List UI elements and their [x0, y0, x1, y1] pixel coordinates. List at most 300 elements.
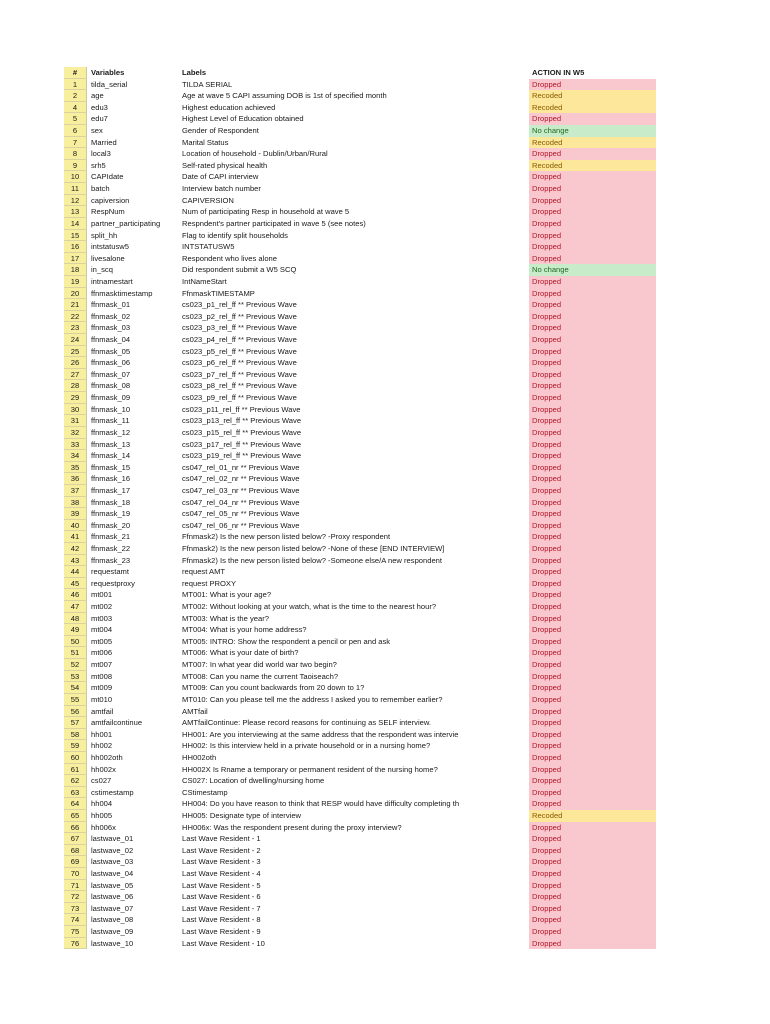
variable-label: Last Wave Resident - 5 [182, 880, 261, 890]
row-number: 75 [64, 926, 87, 938]
variable-name: hh002x [91, 764, 116, 774]
row-number: 34 [64, 450, 87, 462]
row-number: 56 [64, 706, 87, 718]
row-number: 6 [64, 125, 87, 137]
row-number: 70 [64, 868, 87, 880]
variable-name: hh002 [91, 741, 113, 751]
table-row [64, 798, 724, 810]
variable-label: MT002: Without looking at your watch, what is the time to the nearest hour? [182, 602, 437, 612]
variable-label: FfnmaskTIMESTAMP [182, 288, 255, 298]
action-status-badge: Dropped [529, 856, 656, 868]
table-row [64, 253, 724, 265]
variables-table [64, 67, 724, 949]
variable-label: cs023_p4_rel_ff ** Previous Wave [182, 335, 297, 345]
variable-label: Gender of Respondent [182, 126, 259, 136]
row-number: 32 [64, 427, 87, 439]
variable-label: CS027: Location of dwelling/nursing home [182, 776, 325, 786]
action-status-badge: Dropped [529, 589, 656, 601]
variable-label: MT008: Can you name the current Taoiseach? [182, 671, 339, 681]
variable-name: intstatusw5 [91, 242, 129, 252]
variable-label: Ffnmask2) Is the new person listed below? -Someone else/A new respondent [182, 555, 443, 565]
row-number: 33 [64, 439, 87, 451]
row-number: 11 [64, 183, 87, 195]
table-row [64, 497, 724, 509]
table-row [64, 543, 724, 555]
variable-label: cs047_rel_01_nr ** Previous Wave [182, 462, 300, 472]
variable-label: cs023_p5_rel_ff ** Previous Wave [182, 346, 297, 356]
row-number: 42 [64, 543, 87, 555]
variable-name: amtfailcontinue [91, 718, 143, 728]
row-number: 25 [64, 346, 87, 358]
action-status-badge: Dropped [529, 253, 656, 265]
action-status-badge: Dropped [529, 706, 656, 718]
variable-name: ffnmask_11 [91, 416, 130, 426]
action-status-badge: Dropped [529, 752, 656, 764]
table-row [64, 601, 724, 613]
variable-name: in_scq [91, 265, 113, 275]
variable-label: cs023_p15_rel_ff ** Previous Wave [182, 427, 302, 437]
action-status-badge: Dropped [529, 891, 656, 903]
action-status-badge: Dropped [529, 415, 656, 427]
action-status-badge: Dropped [529, 230, 656, 242]
variable-label: Date of CAPI interview [182, 172, 259, 182]
variable-label: Last Wave Resident - 7 [182, 903, 261, 913]
row-number: 35 [64, 462, 87, 474]
variable-label: MT001: What is your age? [182, 590, 272, 600]
action-status-badge: Dropped [529, 79, 656, 91]
action-status-badge: Dropped [529, 241, 656, 253]
table-row [64, 717, 724, 729]
action-status-badge: Dropped [529, 926, 656, 938]
row-number: 49 [64, 624, 87, 636]
row-number: 38 [64, 497, 87, 509]
table-row [64, 729, 724, 741]
variable-name: ffnmask_18 [91, 497, 131, 507]
table-row [64, 578, 724, 590]
action-status-badge: Dropped [529, 497, 656, 509]
action-status-badge: Dropped [529, 566, 656, 578]
row-number: 52 [64, 659, 87, 671]
variable-name: amtfail [91, 706, 114, 716]
variable-name: lastwave_05 [91, 880, 134, 890]
table-row [64, 462, 724, 474]
header-action: ACTION IN W5 [532, 68, 585, 77]
variable-name: requestproxy [91, 578, 135, 588]
row-number: 74 [64, 914, 87, 926]
table-row [64, 891, 724, 903]
action-status-badge: Dropped [529, 439, 656, 451]
table-row [64, 241, 724, 253]
variable-name: mt008 [91, 671, 113, 681]
table-row [64, 79, 724, 91]
variable-label: Highest Level of Education obtained [182, 114, 304, 124]
variable-name: tilda_serial [91, 79, 128, 89]
row-number: 71 [64, 880, 87, 892]
variable-name: ffnmask_20 [91, 520, 131, 530]
variable-label: request AMT [182, 567, 226, 577]
variable-label: INTSTATUSW5 [182, 242, 235, 252]
variable-label: HH004: Do you have reason to think that RESP would have difficulty completing th [182, 799, 460, 809]
row-number: 28 [64, 380, 87, 392]
variable-label: cs023_p6_rel_ff ** Previous Wave [182, 358, 297, 368]
variable-name: CAPIdate [91, 172, 124, 182]
variable-label: Respondent who lives alone [182, 253, 277, 263]
variable-name: mt003 [91, 613, 113, 623]
variable-label: cs023_p2_rel_ff ** Previous Wave [182, 311, 297, 321]
action-status-badge: Dropped [529, 520, 656, 532]
row-number: 16 [64, 241, 87, 253]
row-number: 48 [64, 613, 87, 625]
row-number: 57 [64, 717, 87, 729]
variable-label: CAPIVERSION [182, 195, 234, 205]
row-number: 24 [64, 334, 87, 346]
variable-name: lastwave_04 [91, 869, 134, 879]
row-number: 18 [64, 264, 87, 276]
row-number: 10 [64, 171, 87, 183]
action-status-badge: Dropped [529, 903, 656, 915]
variable-label: cs023_p9_rel_ff ** Previous Wave [182, 393, 297, 403]
action-status-badge: Dropped [529, 113, 656, 125]
variable-label: AMTfail [182, 706, 208, 716]
action-status-badge: Dropped [529, 636, 656, 648]
variable-name: Married [91, 137, 117, 147]
variable-label: TILDA SERIAL [182, 79, 233, 89]
variable-label: cs047_rel_05_nr ** Previous Wave [182, 509, 300, 519]
action-status-badge: Dropped [529, 798, 656, 810]
variable-name: local3 [91, 149, 111, 159]
variable-label: Last Wave Resident - 4 [182, 869, 261, 879]
variable-label: Ffnmask2) Is the new person listed below? -None of these [END INTERVIEW] [182, 543, 445, 553]
action-status-badge: Dropped [529, 508, 656, 520]
table-row [64, 380, 724, 392]
table-row [64, 90, 724, 102]
action-status-badge: Dropped [529, 334, 656, 346]
action-status-badge: Dropped [529, 717, 656, 729]
row-number: 53 [64, 671, 87, 683]
table-row [64, 740, 724, 752]
action-status-badge: Dropped [529, 392, 656, 404]
action-status-badge: Recoded [529, 160, 656, 172]
action-status-badge: Dropped [529, 171, 656, 183]
action-status-badge: Dropped [529, 288, 656, 300]
table-row [64, 926, 724, 938]
variable-name: split_hh [91, 230, 118, 240]
table-row [64, 659, 724, 671]
variable-name: edu7 [91, 114, 108, 124]
table-row [64, 647, 724, 659]
table-row [64, 322, 724, 334]
action-status-badge: Dropped [529, 183, 656, 195]
table-row [64, 183, 724, 195]
action-status-badge: Recoded [529, 810, 656, 822]
action-status-badge: Dropped [529, 659, 656, 671]
variable-name: capiversion [91, 195, 130, 205]
variable-label: MT003: What is the year? [182, 613, 269, 623]
table-row [64, 171, 724, 183]
action-status-badge: Dropped [529, 462, 656, 474]
variable-label: cs023_p3_rel_ff ** Previous Wave [182, 323, 297, 333]
row-number: 20 [64, 288, 87, 300]
table-row [64, 113, 724, 125]
table-row [64, 392, 724, 404]
row-number: 67 [64, 833, 87, 845]
action-status-badge: No change [529, 125, 656, 137]
row-number: 63 [64, 787, 87, 799]
variable-name: mt004 [91, 625, 113, 635]
action-status-badge: Dropped [529, 531, 656, 543]
table-row [64, 137, 724, 149]
variable-name: hh002oth [91, 752, 123, 762]
action-status-badge: Dropped [529, 682, 656, 694]
table-row [64, 404, 724, 416]
action-status-badge: Dropped [529, 380, 656, 392]
row-number: 36 [64, 473, 87, 485]
variable-name: mt010 [91, 694, 113, 704]
variable-name: ffnmask_14 [91, 451, 131, 461]
variable-label: cs023_p13_rel_ff ** Previous Wave [182, 416, 302, 426]
variable-label: cs023_p11_rel_ff ** Previous Wave [182, 404, 301, 414]
header-labels: Labels [182, 68, 207, 77]
table-row [64, 752, 724, 764]
variable-label: Last Wave Resident - 3 [182, 857, 261, 867]
row-number: 5 [64, 113, 87, 125]
table-body [64, 79, 724, 950]
variable-label: Flag to identify split households [182, 230, 288, 240]
variable-name: mt007 [91, 660, 113, 670]
table-row [64, 473, 724, 485]
action-status-badge: Dropped [529, 880, 656, 892]
row-number: 59 [64, 740, 87, 752]
variable-label: HH001: Are you interviewing at the same address that the respondent was intervie [182, 729, 459, 739]
action-status-badge: Dropped [529, 787, 656, 799]
action-status-badge: Dropped [529, 311, 656, 323]
action-status-badge: Dropped [529, 845, 656, 857]
action-status-badge: Dropped [529, 729, 656, 741]
variable-name: mt006 [91, 648, 113, 658]
action-status-badge: Recoded [529, 102, 656, 114]
row-number: 7 [64, 137, 87, 149]
variable-label: IntNameStart [182, 276, 227, 286]
table-row [64, 682, 724, 694]
variable-label: cs023_p7_rel_ff ** Previous Wave [182, 369, 297, 379]
action-status-badge: Dropped [529, 450, 656, 462]
table-row [64, 856, 724, 868]
variable-name: requestamt [91, 567, 129, 577]
table-row [64, 195, 724, 207]
variable-name: lastwave_02 [91, 845, 134, 855]
variable-name: sex [91, 126, 103, 136]
table-row [64, 555, 724, 567]
variable-label: MT009: Can you count backwards from 20 down to 1? [182, 683, 365, 693]
action-status-badge: Dropped [529, 764, 656, 776]
row-number: 62 [64, 775, 87, 787]
table-row [64, 276, 724, 288]
variable-label: cs023_p17_rel_ff ** Previous Wave [182, 439, 302, 449]
table-row [64, 450, 724, 462]
action-status-badge: Dropped [529, 740, 656, 752]
table-row [64, 160, 724, 172]
table-row [64, 566, 724, 578]
variable-name: ffnmask_22 [91, 543, 131, 553]
action-status-badge: No change [529, 264, 656, 276]
table-row [64, 357, 724, 369]
header-number: # [64, 67, 87, 79]
row-number: 61 [64, 764, 87, 776]
variable-label: Last Wave Resident - 2 [182, 845, 261, 855]
action-status-badge: Dropped [529, 601, 656, 613]
table-row [64, 125, 724, 137]
variable-name: ffnmask_04 [91, 335, 131, 345]
row-number: 45 [64, 578, 87, 590]
variable-name: ffnmask_05 [91, 346, 131, 356]
variable-name: edu3 [91, 102, 108, 112]
table-row [64, 764, 724, 776]
row-number: 68 [64, 845, 87, 857]
variable-label: Self-rated physical health [182, 160, 268, 170]
row-number: 29 [64, 392, 87, 404]
variable-name: batch [91, 184, 110, 194]
row-number: 13 [64, 206, 87, 218]
variable-label: Num of participating Resp in household at wave 5 [182, 207, 350, 217]
variable-name: ffnmask_02 [91, 311, 131, 321]
row-number: 41 [64, 531, 87, 543]
table-row [64, 264, 724, 276]
variable-name: lastwave_01 [91, 834, 134, 844]
row-number: 21 [64, 299, 87, 311]
variable-name: lastwave_03 [91, 857, 134, 867]
action-status-badge: Dropped [529, 148, 656, 160]
variable-label: Ffnmask2) Is the new person listed below? -Proxy respondent [182, 532, 391, 542]
variable-label: cs023_p19_rel_ff ** Previous Wave [182, 451, 302, 461]
action-status-badge: Dropped [529, 555, 656, 567]
action-status-badge: Dropped [529, 473, 656, 485]
row-number: 60 [64, 752, 87, 764]
action-status-badge: Dropped [529, 357, 656, 369]
table-row [64, 520, 724, 532]
table-row [64, 706, 724, 718]
row-number: 19 [64, 276, 87, 288]
action-status-badge: Recoded [529, 137, 656, 149]
table-row [64, 914, 724, 926]
action-status-badge: Dropped [529, 624, 656, 636]
variable-label: CStimestamp [182, 787, 228, 797]
variable-label: AMTfailContinue: Please record reasons for continuing as SELF interview. [182, 718, 432, 728]
table-row [64, 206, 724, 218]
row-number: 65 [64, 810, 87, 822]
table-row [64, 148, 724, 160]
table-row [64, 531, 724, 543]
table-row [64, 810, 724, 822]
variable-label: cs023_p1_rel_ff ** Previous Wave [182, 300, 297, 310]
row-number: 22 [64, 311, 87, 323]
table-row [64, 613, 724, 625]
row-number: 66 [64, 822, 87, 834]
variable-label: Did respondent submit a W5 SCQ [182, 265, 297, 275]
action-status-badge: Dropped [529, 299, 656, 311]
row-number: 17 [64, 253, 87, 265]
table-row [64, 485, 724, 497]
row-number: 9 [64, 160, 87, 172]
variable-label: Location of household - Dublin/Urban/Rural [182, 149, 328, 159]
variable-name: livesalone [91, 253, 125, 263]
variable-name: ffnmask_08 [91, 381, 131, 391]
table-row [64, 369, 724, 381]
row-number: 58 [64, 729, 87, 741]
variable-label: MT005: INTRO: Show the respondent a pencil or pen and ask [182, 636, 391, 646]
variable-label: HH002oth [182, 752, 217, 762]
row-number: 8 [64, 148, 87, 160]
table-row [64, 694, 724, 706]
table-row [64, 508, 724, 520]
variable-name: srh5 [91, 160, 106, 170]
variable-name: cstimestamp [91, 787, 134, 797]
variable-label: Last Wave Resident - 9 [182, 927, 261, 937]
variable-label: Age at wave 5 CAPI assuming DOB is 1st of specified month [182, 91, 387, 101]
variable-label: HH005: Designate type of interview [182, 811, 302, 820]
variable-name: partner_participating [91, 218, 161, 228]
action-status-badge: Dropped [529, 276, 656, 288]
table-row [64, 230, 724, 242]
variable-name: ffnmask_19 [91, 509, 131, 519]
variable-label: cs047_rel_02_nr ** Previous Wave [182, 474, 300, 484]
table-row [64, 102, 724, 114]
variable-name: lastwave_07 [91, 903, 134, 913]
action-status-badge: Dropped [529, 775, 656, 787]
row-number: 76 [64, 938, 87, 950]
table-row [64, 903, 724, 915]
variable-name: ffnmask_09 [91, 393, 131, 403]
action-status-badge: Dropped [529, 218, 656, 230]
variable-name: ffnmask_10 [91, 404, 131, 414]
variable-name: hh006x [91, 822, 116, 832]
row-number: 14 [64, 218, 87, 230]
row-number: 31 [64, 415, 87, 427]
row-number: 43 [64, 555, 87, 567]
variable-name: lastwave_10 [91, 938, 134, 948]
table-row [64, 880, 724, 892]
variable-label: cs047_rel_03_nr ** Previous Wave [182, 485, 300, 495]
table-row [64, 833, 724, 845]
table-row [64, 427, 724, 439]
table-row [64, 439, 724, 451]
action-status-badge: Dropped [529, 613, 656, 625]
variable-name: ffnmask_23 [91, 555, 131, 565]
variable-label: MT010: Can you please tell me the address I asked you to remember earlier? [182, 694, 443, 704]
row-number: 50 [64, 636, 87, 648]
row-number: 37 [64, 485, 87, 497]
variable-name: ffnmask_15 [91, 462, 131, 472]
table-row [64, 589, 724, 601]
table-row [64, 671, 724, 683]
table-row [64, 311, 724, 323]
variable-name: RespNum [91, 207, 125, 217]
variable-label: cs047_rel_04_nr ** Previous Wave [182, 497, 300, 507]
variable-name: lastwave_06 [91, 892, 134, 902]
action-status-badge: Dropped [529, 938, 656, 950]
row-number: 1 [64, 79, 87, 91]
table-row [64, 636, 724, 648]
row-number: 51 [64, 647, 87, 659]
table-row [64, 938, 724, 950]
variable-label: cs023_p8_rel_ff ** Previous Wave [182, 381, 297, 391]
table-row [64, 218, 724, 230]
action-status-badge: Dropped [529, 543, 656, 555]
variable-label: Respndent's partner participated in wave 5 (see notes) [182, 218, 366, 228]
variable-label: Last Wave Resident - 10 [182, 938, 265, 948]
variable-name: ffnmask_16 [91, 474, 131, 484]
variable-name: hh004 [91, 799, 113, 809]
variable-label: Highest education achieved [182, 102, 276, 112]
